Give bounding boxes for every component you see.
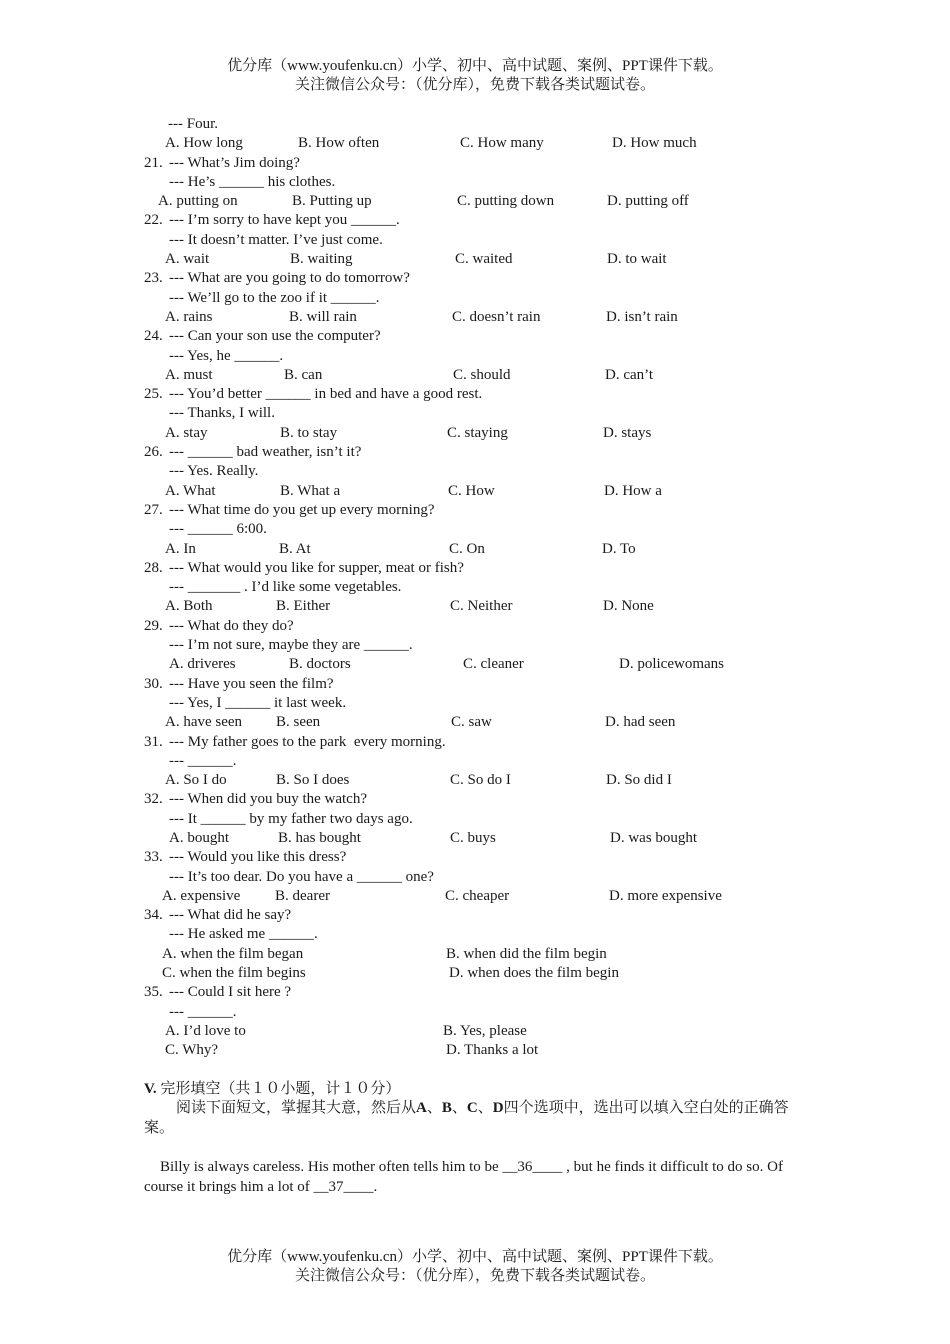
option-c: C. doesn’t rain	[452, 308, 541, 325]
options-row	[0, 1022, 950, 1041]
option-b: B. How often	[298, 135, 380, 152]
option-d: D. isn’t rain	[606, 308, 678, 325]
question-line: 21. --- What’s Jim doing?	[144, 154, 300, 171]
option-b: B. So I does	[276, 772, 350, 789]
option-c: C. Neither	[450, 598, 513, 615]
section-title: 完形填空（共１０小题，计１０分）	[156, 1080, 401, 1097]
options-row	[0, 192, 950, 211]
options-row	[0, 597, 950, 616]
option-d: D. had seen	[605, 714, 676, 731]
options-row	[0, 655, 950, 674]
answer-line: --- He’s ______ his clothes.	[169, 173, 336, 190]
question-line: 26. --- ______ bad weather, isn’t it?	[144, 444, 362, 461]
question-line: 34. --- What did he say?	[144, 907, 292, 924]
option-c: C. On	[449, 540, 485, 557]
page-header	[0, 57, 950, 95]
option-c: C. How	[448, 482, 495, 499]
option-d: D. to wait	[607, 251, 667, 268]
answer-line: --- Yes, I ______ it last week.	[169, 694, 347, 711]
option-d: D. when does the film begin	[449, 965, 619, 982]
passage-text: Billy is always careless. His mother often tells him to be __36____ , but he finds it difficult to do so. Of course it brings him a lot of __37____.	[144, 1159, 783, 1195]
option-c: C. when the film begins	[162, 965, 306, 982]
option-d: D. How much	[612, 135, 697, 152]
option-a: A. when the film began	[162, 945, 304, 962]
option-a: A. I’d love to	[165, 1022, 246, 1039]
question-line: 24. --- Can your son use the computer?	[144, 328, 381, 345]
answer-line: --- _______ . I’d like some vegetables.	[169, 579, 402, 596]
option-b: B. will rain	[289, 308, 357, 325]
option-b: B. has bought	[278, 829, 361, 846]
option-a: A. driveres	[169, 656, 236, 673]
option-a: A. have seen	[165, 714, 243, 731]
option-d: D. policewomans	[619, 656, 724, 673]
option-a: A. must	[165, 366, 213, 383]
option-c: C. should	[453, 366, 511, 383]
option-d: D. So did I	[606, 772, 672, 789]
option-b: B. Putting up	[292, 193, 372, 210]
option-d: D. putting off	[607, 193, 689, 210]
option-a: A. So I do	[165, 772, 227, 789]
option-b: B. seen	[276, 714, 321, 731]
option-a: A. bought	[169, 829, 229, 846]
option-a: A. rains	[165, 308, 213, 325]
option-d: D. Thanks a lot	[446, 1042, 539, 1059]
question-line: 35. --- Could I sit here ?	[144, 984, 292, 1001]
option-a: A. Both	[165, 598, 213, 615]
option-b: B. when did the film begin	[446, 945, 607, 962]
option-d: D. stays	[603, 424, 652, 441]
option-b: B. to stay	[280, 424, 338, 441]
options-row	[0, 308, 950, 327]
option-b: B. doctors	[289, 656, 351, 673]
question-line: 22. --- I’m sorry to have kept you ______.	[144, 212, 400, 229]
option-c: C. staying	[447, 424, 508, 441]
option-d: D. To	[602, 540, 636, 557]
question-line: 32. --- When did you buy the watch?	[144, 791, 367, 808]
header-line-1: 优分库（www.youfenku.cn）小学、初中、高中试题、案例、PPT课件下载。	[227, 58, 723, 74]
answer-line: --- We’ll go to the zoo if it ______.	[169, 289, 380, 306]
section-heading	[0, 1080, 950, 1099]
answer-line: --- ______.	[169, 752, 237, 769]
answer-line: --- ______.	[169, 1003, 237, 1020]
option-a: A. wait	[165, 251, 210, 268]
option-a: A. expensive	[162, 887, 241, 904]
options-row	[0, 887, 950, 906]
section-instructions: 阅读下面短文，掌握其大意，然后从A、B、C、D四个选项中，选出可以填入空白处的正确答案。	[144, 1100, 789, 1136]
options-row	[0, 482, 950, 501]
option-b: B. Either	[276, 598, 331, 615]
header-line-2: 关注微信公众号：（优分库），免费下载各类试题试卷。	[294, 77, 655, 93]
option-d: D. was bought	[610, 829, 698, 846]
option-a: A. How long	[165, 135, 243, 152]
answer-line: --- Yes, he ______.	[169, 347, 284, 364]
option-b: B. can	[284, 366, 323, 383]
option-a: A. What	[165, 482, 216, 499]
options-row	[0, 945, 950, 964]
answer-line: --- Thanks, I will.	[169, 405, 275, 422]
question-line: 31. --- My father goes to the park every morning.	[144, 733, 446, 750]
options-row	[0, 366, 950, 385]
options-row	[0, 1041, 950, 1060]
options-row	[0, 134, 950, 153]
option-c: C. cheaper	[445, 887, 510, 904]
question-line: 33. --- Would you like this dress?	[144, 849, 347, 866]
option-c: C. waited	[455, 251, 513, 268]
question-line: 28. --- What would you like for supper, meat or fish?	[144, 559, 464, 576]
option-a: A. In	[165, 540, 196, 557]
options-row	[0, 964, 950, 983]
question-list	[0, 115, 950, 1099]
spacer	[0, 1061, 950, 1080]
answer-line: --- Yes. Really.	[169, 463, 259, 480]
answer-line: --- Four.	[168, 116, 218, 132]
answer-line: --- It’s too dear. Do you have a ______ one?	[169, 868, 434, 885]
option-a: A. stay	[165, 424, 208, 441]
question-line: 30. --- Have you seen the film?	[144, 675, 334, 692]
option-b: B. Yes, please	[443, 1022, 527, 1039]
answer-line: --- He asked me ______.	[169, 926, 318, 943]
options-row	[0, 713, 950, 732]
option-b: B. What a	[280, 482, 341, 499]
option-d: D. more expensive	[609, 887, 722, 904]
option-b: B. At	[279, 540, 311, 557]
options-row	[0, 829, 950, 848]
option-b: B. waiting	[290, 251, 353, 268]
question-line: 27. --- What time do you get up every morning?	[144, 501, 435, 518]
option-c: C. Why?	[165, 1042, 219, 1059]
section-number: V.	[144, 1080, 157, 1097]
question-line: 23. --- What are you going to do tomorrow?	[144, 270, 410, 287]
options-row	[0, 540, 950, 559]
question-line: 29. --- What do they do?	[144, 617, 294, 634]
question-line: 25. --- You’d better ______ in bed and have a good rest.	[144, 386, 483, 403]
options-row	[0, 771, 950, 790]
answer-line: --- It ______ by my father two days ago.	[169, 810, 413, 827]
footer-line-1: 优分库（www.youfenku.cn）小学、初中、高中试题、案例、PPT课件下载。	[227, 1249, 723, 1265]
option-c: C. saw	[451, 714, 492, 731]
page-footer	[0, 1248, 950, 1286]
option-d: D. can’t	[605, 366, 654, 383]
option-a: A. putting on	[158, 193, 238, 210]
option-d: D. None	[603, 598, 654, 615]
option-c: C. cleaner	[463, 656, 524, 673]
option-c: C. So do I	[450, 772, 511, 789]
answer-line: --- I’m not sure, maybe they are ______.	[169, 637, 413, 654]
answer-line: --- ______ 6:00.	[169, 521, 267, 538]
options-row	[0, 424, 950, 443]
footer-line-2: 关注微信公众号：（优分库），免费下载各类试题试卷。	[294, 1268, 655, 1284]
options-row	[0, 250, 950, 269]
option-d: D. How a	[604, 482, 662, 499]
option-b: B. dearer	[275, 887, 330, 904]
option-c: C. buys	[450, 829, 496, 846]
option-c: C. How many	[460, 135, 544, 152]
answer-line: --- It doesn’t matter. I’ve just come.	[169, 231, 383, 248]
option-c: C. putting down	[457, 193, 555, 210]
